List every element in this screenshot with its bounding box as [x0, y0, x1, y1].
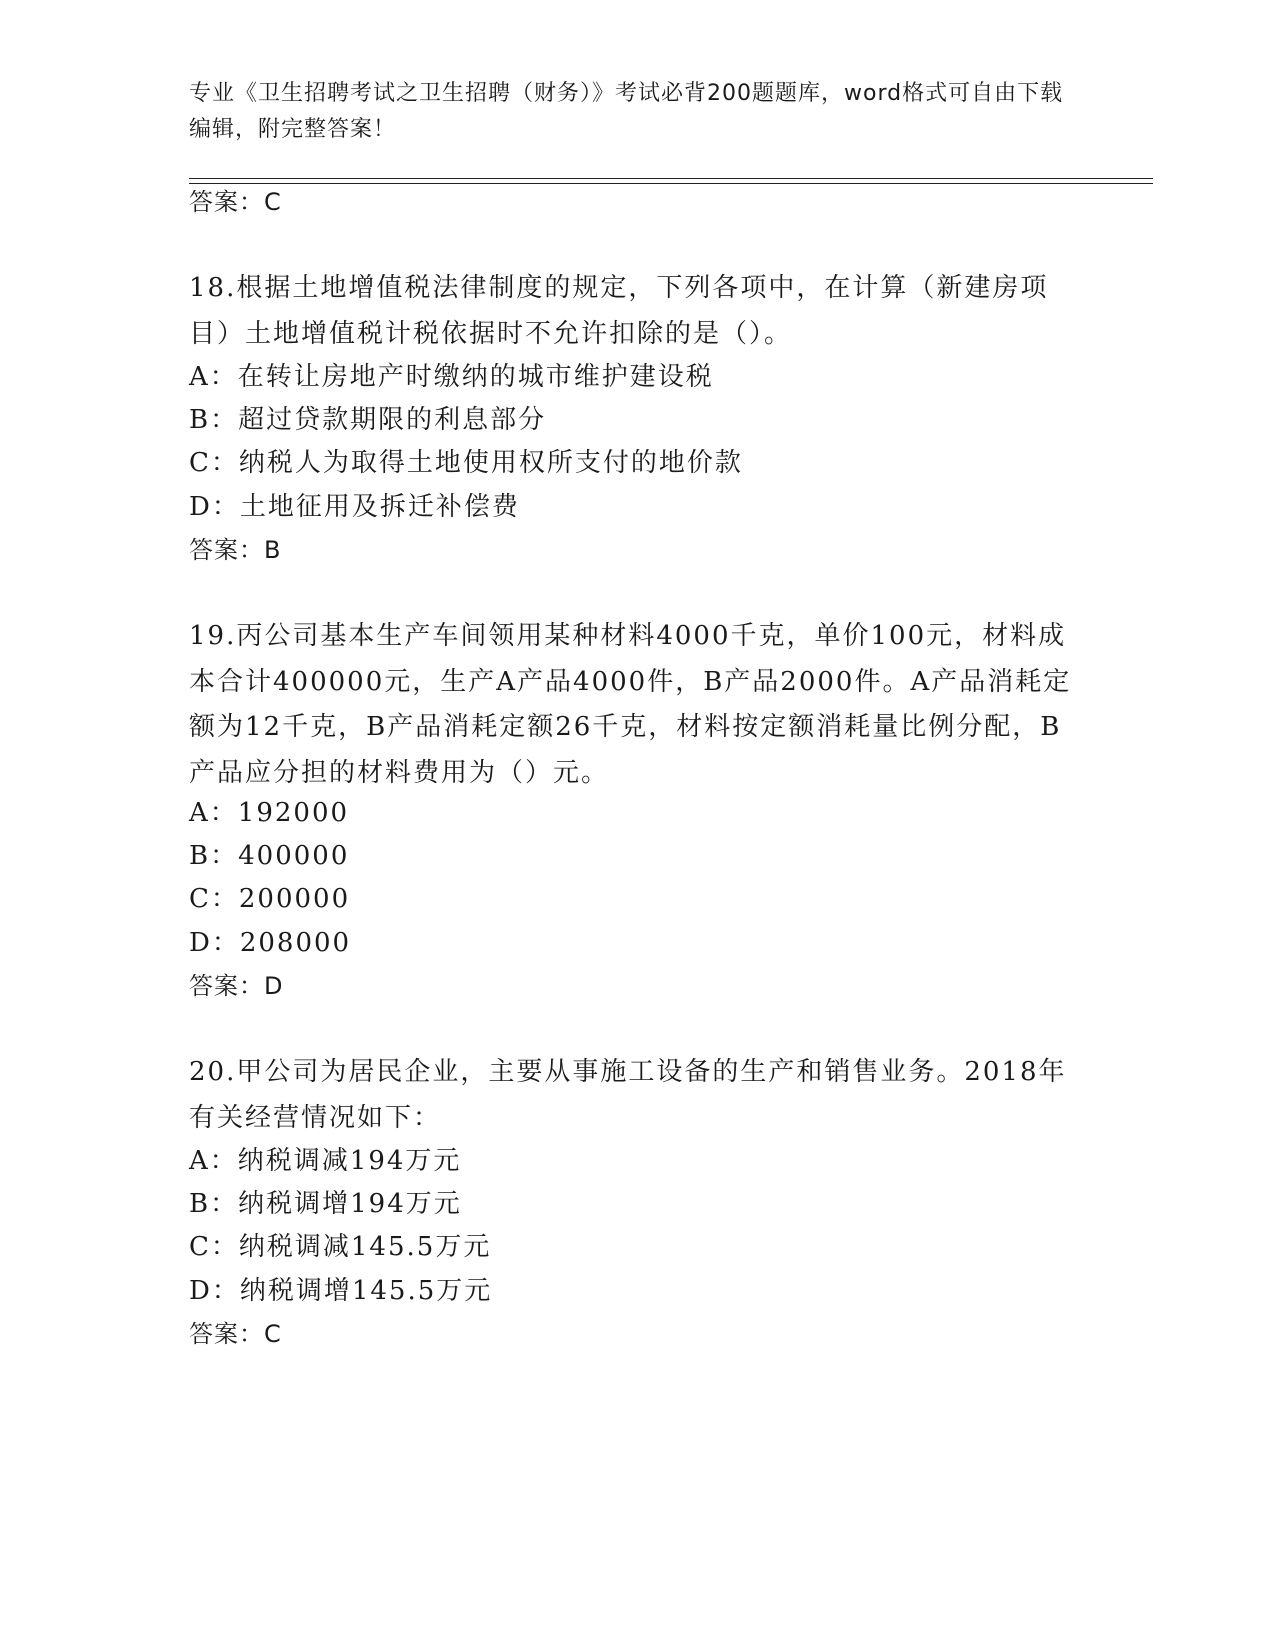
question-19-stem: 19.丙公司基本生产车间领用某种材料4000千克，单价100元，材料成本合计400000元，生产A产品4000件，B产品2000件。A产品消耗定额为12千克，B产品消耗定额26千克，材料按定额消耗量比例分配，B产品应分担的材料费用为（）元。 — [189, 621, 1072, 788]
question-18-answer: 答案：B — [189, 536, 282, 564]
question-18-option-c: C：纳税人为取得土地使用权所支付的地价款 — [189, 448, 743, 478]
question-19-option-b: B：400000 — [189, 841, 350, 871]
question-18-option-b: B：超过贷款期限的利息部分 — [189, 405, 547, 435]
header-divider-bottom — [189, 183, 1153, 184]
question-20-option-d: D：纳税调增145.5万元 — [189, 1276, 493, 1306]
question-19-answer: 答案：D — [189, 972, 284, 1000]
question-19-option-c: C：200000 — [189, 884, 351, 914]
header-divider-top — [189, 178, 1153, 179]
question-20-option-c: C：纳税调减145.5万元 — [189, 1232, 492, 1262]
question-20-option-b: B：纳税调增194万元 — [189, 1189, 462, 1219]
question-20-stem: 20.甲公司为居民企业，主要从事施工设备的生产和销售业务。2018年有关经营情况如下： — [189, 1057, 1067, 1133]
question-18-stem: 18.根据土地增值税法律制度的规定，下列各项中，在计算（新建房项目）土地增值税计税依据时不允许扣除的是（）。 — [189, 273, 1049, 349]
question-20-option-a: A：纳税调减194万元 — [189, 1146, 462, 1176]
question-19-option-a: A：192000 — [189, 798, 350, 828]
question-18-option-a: A：在转让房地产时缴纳的城市维护建设税 — [189, 362, 714, 392]
question-18-option-d: D：土地征用及拆迁补偿费 — [189, 492, 520, 522]
question-19-option-d: D：208000 — [189, 928, 352, 958]
document-header: 专业《卫生招聘考试之卫生招聘（财务）》考试必背200题题库，word格式可自由下载编辑，附完整答案！ — [189, 81, 1064, 142]
previous-answer: 答案：C — [189, 188, 282, 216]
question-20-answer: 答案：C — [189, 1320, 282, 1348]
